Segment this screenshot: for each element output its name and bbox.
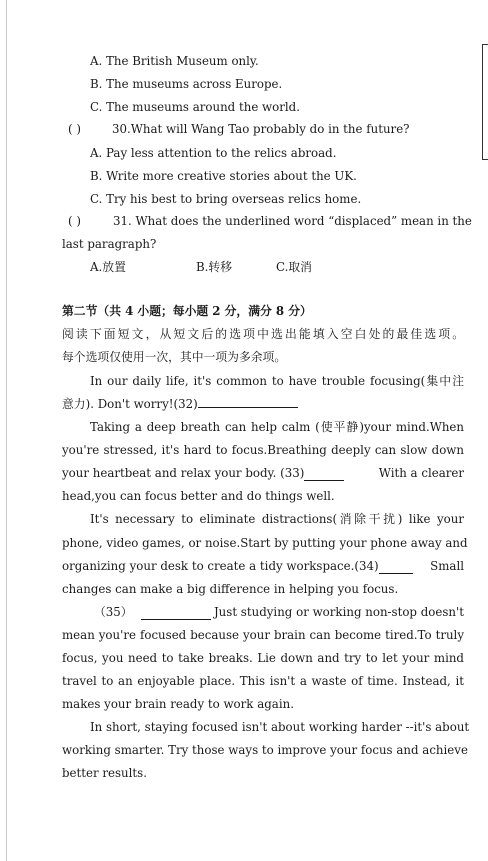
q29-option-b: B. The museums across Europe.	[90, 77, 283, 91]
passage-p4-line3: focus, you need to take breaks. Lie down and try to let your mind	[62, 651, 464, 665]
passage-p2-line4: head,you can focus better and do things well.	[62, 489, 335, 503]
q30-answer-paren: ( )	[68, 122, 81, 136]
passage-p2-line1: Taking a deep breath can help calm (使平静)your mind.When	[90, 420, 464, 434]
q30-option-b: B. Write more creative stories about the UK.	[90, 169, 357, 183]
passage-p4-number: （35）	[94, 605, 133, 619]
q31-answer-paren: ( )	[68, 214, 81, 228]
q31-option-b: B.转移	[196, 260, 233, 274]
section2-instruction-line1: 阅读下面短文，从短文后的选项中选出能填入空白处的最佳选项。	[62, 327, 464, 341]
q29-option-c: C. The museums around the world.	[90, 100, 300, 114]
answer-box-edge	[482, 44, 488, 160]
page-left-margin-rule	[6, 0, 7, 861]
q30-option-a: A. Pay less attention to the relics abroad.	[90, 146, 337, 160]
passage-p4-line2: mean you're focused because your brain can become tired.To truly	[62, 628, 464, 642]
q29-option-a: A. The British Museum only.	[90, 54, 259, 68]
passage-p5-line1: In short, staying focused isn't about working harder --it's about	[90, 720, 470, 734]
blank-35	[141, 608, 211, 620]
passage-p4-line4: travel to an enjoyable place. This isn't a waste of time. Instead, it	[62, 674, 464, 688]
passage-p3-line3	[62, 558, 464, 574]
q31-stem-line1: 31. What does the underlined word “displaced” mean in the	[113, 214, 472, 228]
passage-p1-line2-text: 意力). Don't worry!(32)	[62, 397, 198, 411]
passage-p2-line3-text-b: With a clearer	[378, 466, 464, 480]
passage-p1-line1: In our daily life, it's common to have trouble focusing(集中注	[90, 374, 464, 388]
q30-stem: 30.What will Wang Tao probably do in the future?	[112, 122, 410, 136]
passage-p3-line4: changes can make a big difference in helping you focus.	[62, 582, 399, 596]
passage-p5-line3: better results.	[62, 766, 147, 780]
passage-p4-line1	[94, 604, 464, 620]
passage-p2-line3-text-a: your heartbeat and relax your body. (33)	[62, 466, 305, 480]
passage-p3-line3-text-a: organizing your desk to create a tidy workspace.(34)	[62, 559, 379, 573]
passage-p3-line1: It's necessary to eliminate distractions(消除干扰) like your	[90, 512, 464, 526]
passage-p4-line5: makes your brain ready to work again.	[62, 697, 294, 711]
q30-option-c: C. Try his best to bring overseas relics home.	[90, 192, 362, 206]
q31-option-a: A.放置	[90, 260, 126, 274]
q31-stem-line2: last paragraph?	[62, 237, 157, 251]
passage-p1-line2	[62, 396, 298, 412]
blank-34	[379, 562, 413, 574]
passage-p4-line1-text: Just studying or working non-stop doesn't	[213, 605, 464, 619]
blank-33	[304, 469, 344, 481]
passage-p2-line2: you're stressed, it's hard to focus.Breathing deeply can slow down	[62, 443, 464, 457]
passage-p3-line3-text-b: Small	[430, 559, 464, 573]
passage-p3-line2: phone, video games, or noise.Start by putting your phone away and	[62, 536, 468, 550]
blank-32	[198, 396, 298, 408]
section2-instruction-line2: 每个选项仅使用一次，其中一项为多余项。	[62, 350, 287, 364]
passage-p2-line3	[62, 465, 464, 481]
q31-option-c: C.取消	[276, 260, 312, 274]
passage-p5-line2: working smarter. Try those ways to improve your focus and achieve	[62, 743, 468, 757]
section2-heading: 第二节（共 4 小题；每小题 2 分，满分 8 分）	[62, 304, 312, 318]
